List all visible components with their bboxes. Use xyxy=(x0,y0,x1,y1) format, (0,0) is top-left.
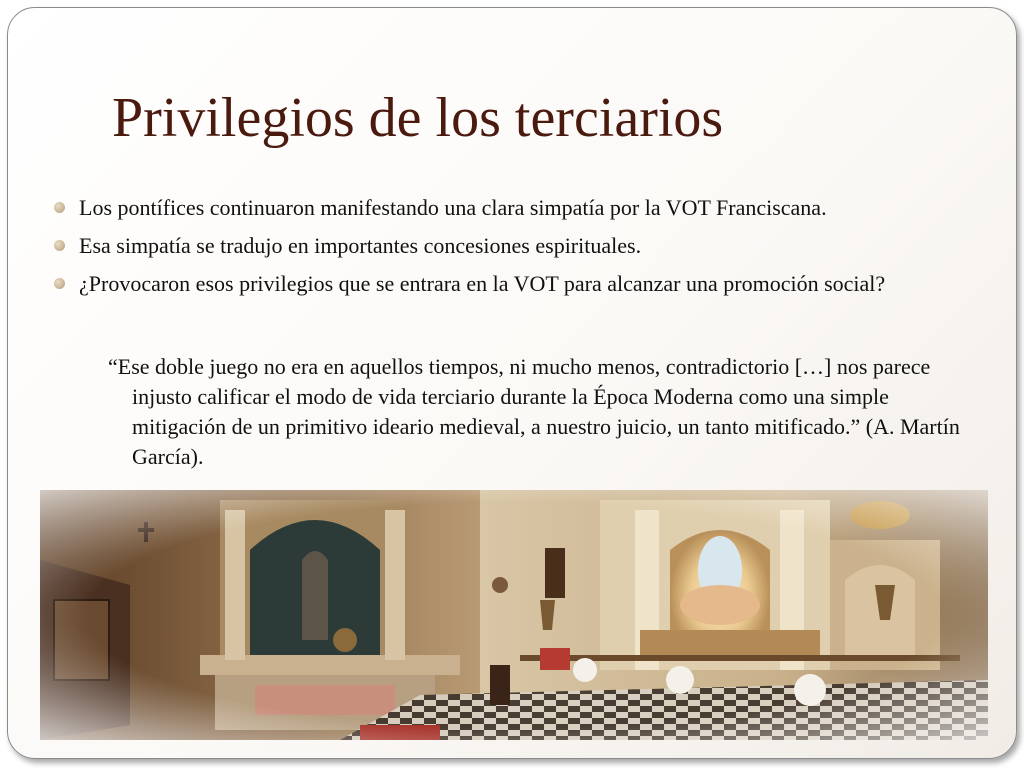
bullet-item xyxy=(51,192,991,223)
bullet-dot-icon xyxy=(54,202,65,213)
slide-title: Privilegios de los terciarios xyxy=(112,87,724,149)
bullet-item xyxy=(51,230,991,261)
chapel-interior-photo xyxy=(40,490,988,740)
bullet-text: ¿Provocaron esos privilegios que se entrara en la VOT para alcanzar una promoción social? xyxy=(79,271,886,296)
bullet-list xyxy=(51,192,991,306)
bullet-text: Esa simpatía se tradujo en importantes concesiones espirituales. xyxy=(79,233,642,258)
slide xyxy=(7,7,1017,759)
bullet-text: Los pontífices continuaron manifestando una clara simpatía por la VOT Franciscana. xyxy=(79,195,827,220)
bullet-item xyxy=(51,268,991,299)
bullet-dot-icon xyxy=(54,240,65,251)
bullet-dot-icon xyxy=(54,278,65,289)
quote-text: “Ese doble juego no era en aquellos tiempos, ni mucho menos, contradictorio […] nos parece injusto calificar el modo de vida terciario durante la Época Moderna como una simple mitigación de un primitivo ideario medieval, a nuestro juicio, un tanto mitificado.” (A. Martín García). xyxy=(108,354,960,469)
